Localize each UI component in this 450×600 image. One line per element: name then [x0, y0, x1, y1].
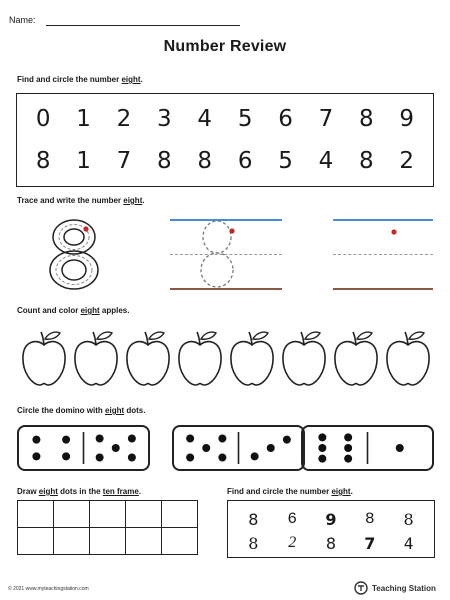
number-cell[interactable]: 8	[157, 148, 172, 174]
domino-dot-right	[267, 444, 275, 452]
domino-dot-right	[396, 444, 404, 452]
domino-1[interactable]	[17, 425, 150, 471]
start-dot	[83, 226, 88, 231]
instruction-ten-frame: Draw eight dots in the ten frame.	[17, 487, 142, 496]
number-cell[interactable]: 8	[35, 148, 51, 174]
apple-icon[interactable]	[72, 328, 120, 388]
number-cell[interactable]: 8	[358, 148, 374, 174]
teaching-station-logo-icon	[354, 581, 368, 595]
domino-dot-left	[318, 433, 326, 441]
instruction-find-circle-2: Find and circle the number eight.	[227, 487, 353, 496]
copyright-text: © 2021 www.myteachingstation.com	[8, 586, 89, 592]
instruction-trace-write: Trace and write the number eight.	[17, 196, 145, 205]
ten-frame-cell[interactable]	[90, 501, 126, 528]
number-row-2-1	[228, 510, 434, 529]
domino-dot-left	[62, 452, 70, 460]
ten-frame-cell[interactable]	[18, 501, 54, 528]
number-cell[interactable]: 1	[76, 148, 91, 174]
apple-icon[interactable]	[176, 328, 224, 388]
number-cell[interactable]: 8	[197, 148, 213, 174]
number-cell[interactable]: 5	[278, 148, 293, 174]
apple-icon[interactable]	[280, 328, 328, 388]
domino-dot-left	[186, 435, 194, 443]
number-cell[interactable]: 8	[358, 106, 374, 132]
domino-dot-right	[128, 454, 136, 462]
domino-dot-left	[318, 455, 326, 463]
domino-dot-left	[202, 444, 210, 452]
hollow-eight-icon	[44, 218, 106, 290]
number-cell[interactable]: 7	[318, 106, 334, 132]
domino-dot-left	[62, 436, 70, 444]
ten-frame	[17, 500, 198, 555]
page-title: Number Review	[163, 38, 287, 55]
apple-icon[interactable]	[384, 328, 432, 388]
instruction-find-circle: Find and circle the number eight.	[17, 75, 143, 84]
domino-dot-left	[344, 444, 352, 452]
number-cell[interactable]: 0	[35, 106, 51, 132]
number-cell[interactable]: 6	[287, 510, 297, 528]
ten-frame-cell[interactable]	[162, 528, 198, 555]
domino-dot-right	[96, 435, 104, 443]
ten-frame-cell[interactable]	[90, 528, 126, 555]
instruction-count-color: Count and color eight apples.	[17, 306, 130, 315]
domino-dot-left	[186, 454, 194, 462]
domino-dot-left	[218, 435, 226, 443]
number-cell[interactable]: 8	[364, 510, 375, 528]
domino-dot-left	[218, 454, 226, 462]
brand-logo	[354, 580, 444, 596]
name-write-line[interactable]	[46, 25, 240, 26]
number-cell[interactable]: 4	[403, 534, 414, 553]
number-cell[interactable]: 3	[157, 106, 172, 132]
apple-icon[interactable]	[20, 328, 68, 388]
domino-dot-left	[344, 433, 352, 441]
number-cell[interactable]: 8	[403, 510, 414, 529]
number-row-2-2	[228, 534, 434, 553]
ten-frame-cell[interactable]	[126, 528, 162, 555]
number-cell[interactable]: 8	[248, 534, 259, 553]
domino-dot-left	[32, 436, 40, 444]
number-cell[interactable]: 9	[399, 106, 415, 132]
number-cell[interactable]: 5	[237, 106, 253, 132]
number-cell[interactable]: 4	[197, 106, 213, 132]
apple-icon[interactable]	[228, 328, 276, 388]
domino-dot-right	[112, 444, 120, 452]
number-grid-2	[227, 500, 435, 558]
number-cell[interactable]: 2	[116, 106, 132, 132]
domino-dot-right	[96, 454, 104, 462]
number-cell[interactable]: 8	[248, 510, 259, 529]
domino-dot-left	[318, 444, 326, 452]
number-cell[interactable]: 7	[116, 148, 132, 174]
number-cell[interactable]: 2	[288, 534, 297, 551]
apple-icon[interactable]	[124, 328, 172, 388]
number-grid	[16, 93, 434, 187]
instruction-circle-domino: Circle the domino with eight dots.	[17, 406, 146, 415]
number-cell[interactable]: 6	[278, 106, 293, 132]
number-row-1	[17, 106, 433, 132]
number-cell[interactable]: 4	[318, 148, 334, 174]
apple-icon[interactable]	[332, 328, 380, 388]
trace-eight-dotted[interactable]	[196, 219, 242, 289]
number-cell[interactable]: 1	[76, 106, 91, 132]
domino-dot-left	[32, 452, 40, 460]
number-row-2	[17, 148, 433, 174]
ten-frame-cell[interactable]	[54, 501, 90, 528]
ten-frame-cell[interactable]	[54, 528, 90, 555]
brand-name: Teaching Station	[372, 583, 436, 593]
domino-dot-right	[128, 435, 136, 443]
ten-frame-cell[interactable]	[126, 501, 162, 528]
number-cell[interactable]: 8	[325, 534, 337, 553]
write-area[interactable]	[333, 219, 433, 289]
number-cell[interactable]: 9	[325, 510, 337, 529]
number-cell[interactable]: 6	[237, 148, 253, 174]
number-cell[interactable]: 7	[364, 534, 376, 553]
start-dot	[229, 228, 234, 233]
domino-2[interactable]	[172, 425, 305, 471]
ten-frame-cell[interactable]	[18, 528, 54, 555]
domino-dot-left	[344, 455, 352, 463]
domino-3[interactable]	[301, 425, 434, 471]
name-label: Name:	[9, 15, 36, 25]
ten-frame-cell[interactable]	[162, 501, 198, 528]
number-cell[interactable]: 2	[399, 148, 415, 174]
apple-row	[20, 328, 432, 390]
domino-dot-right	[251, 452, 259, 460]
domino-dot-right	[283, 436, 291, 444]
